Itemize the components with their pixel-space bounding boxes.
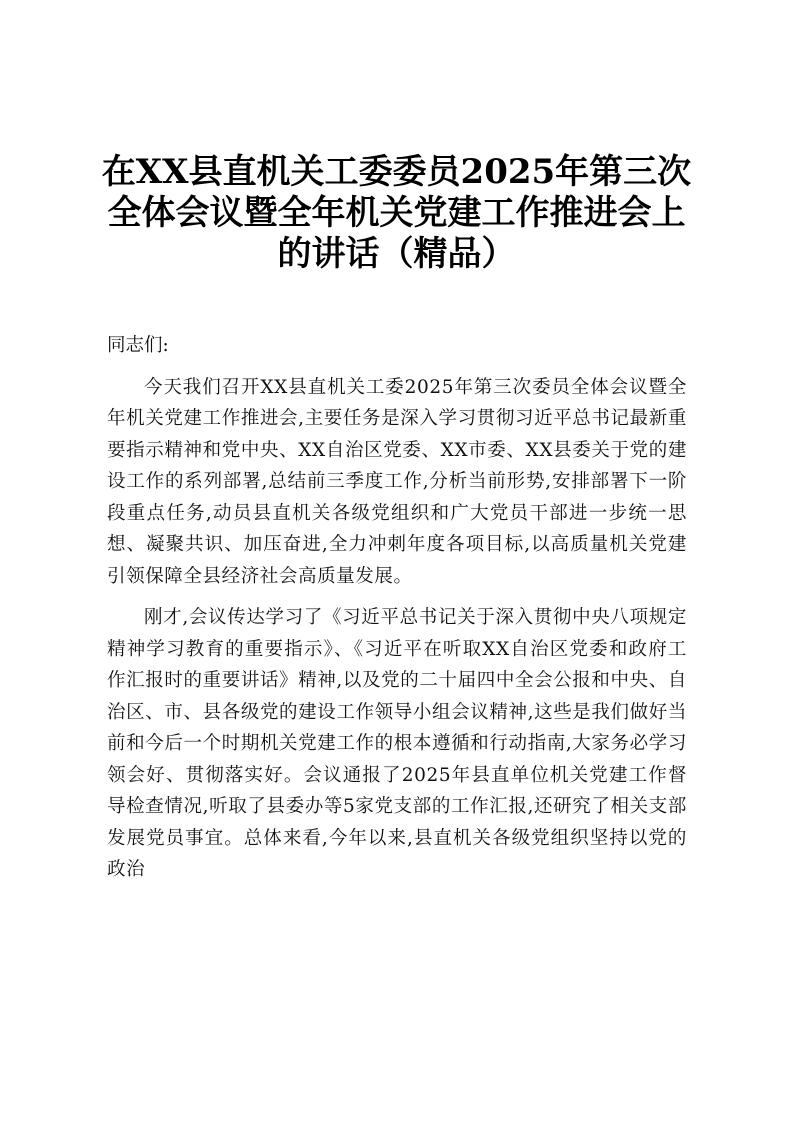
document-title: 在XX县直机关工委委员2025年第三次全体会议暨全年机关党建工作推进会上的讲话（精品） [101, 152, 692, 274]
salutation: 同志们: [107, 335, 169, 356]
paragraph-meeting-summary: 刚才,会议传达学习了《习近平总书记关于深入贯彻中央八项规定精神学习教育的重要指示》、《习近平在听取XX自治区党委和政府工作汇报时的重要讲话》精神,以及党的二十届四中全会公报和中央、自治区、市、县各级党的建设工作领导小组会议精神,这些是我们做好当前和今后一个时期机关党建工作的根本遵循和行动指南,大家务必学习领会好、贯彻落实好。会议通报了2025年县直单位机关党建工作督导检查情况,听取了县委办等5家党支部的工作汇报,还研究了相关支部发展党员事宜。总体来看,今年以来,县直机关各级党组织坚持以党的政治 [107, 607, 687, 880]
document-body [107, 330, 687, 896]
paragraph-opening: 今天我们召开XX县直机关工委2025年第三次委员全体会议暨全年机关党建工作推进会,主要任务是深入学习贯彻习近平总书记最新重要指示精神和党中央、XX自治区党委、XX市委、XX县委关于党的建设工作的系列部署,总结前三季度工作,分析当前形势,安排部署下一阶段重点任务,动员县直机关各级党组织和广大党员干部进一步统一思想、凝聚共识、加压奋进,全力冲刺年度各项目标,以高质量机关党建引领保障全县经济社会高质量发展。 [107, 376, 687, 587]
